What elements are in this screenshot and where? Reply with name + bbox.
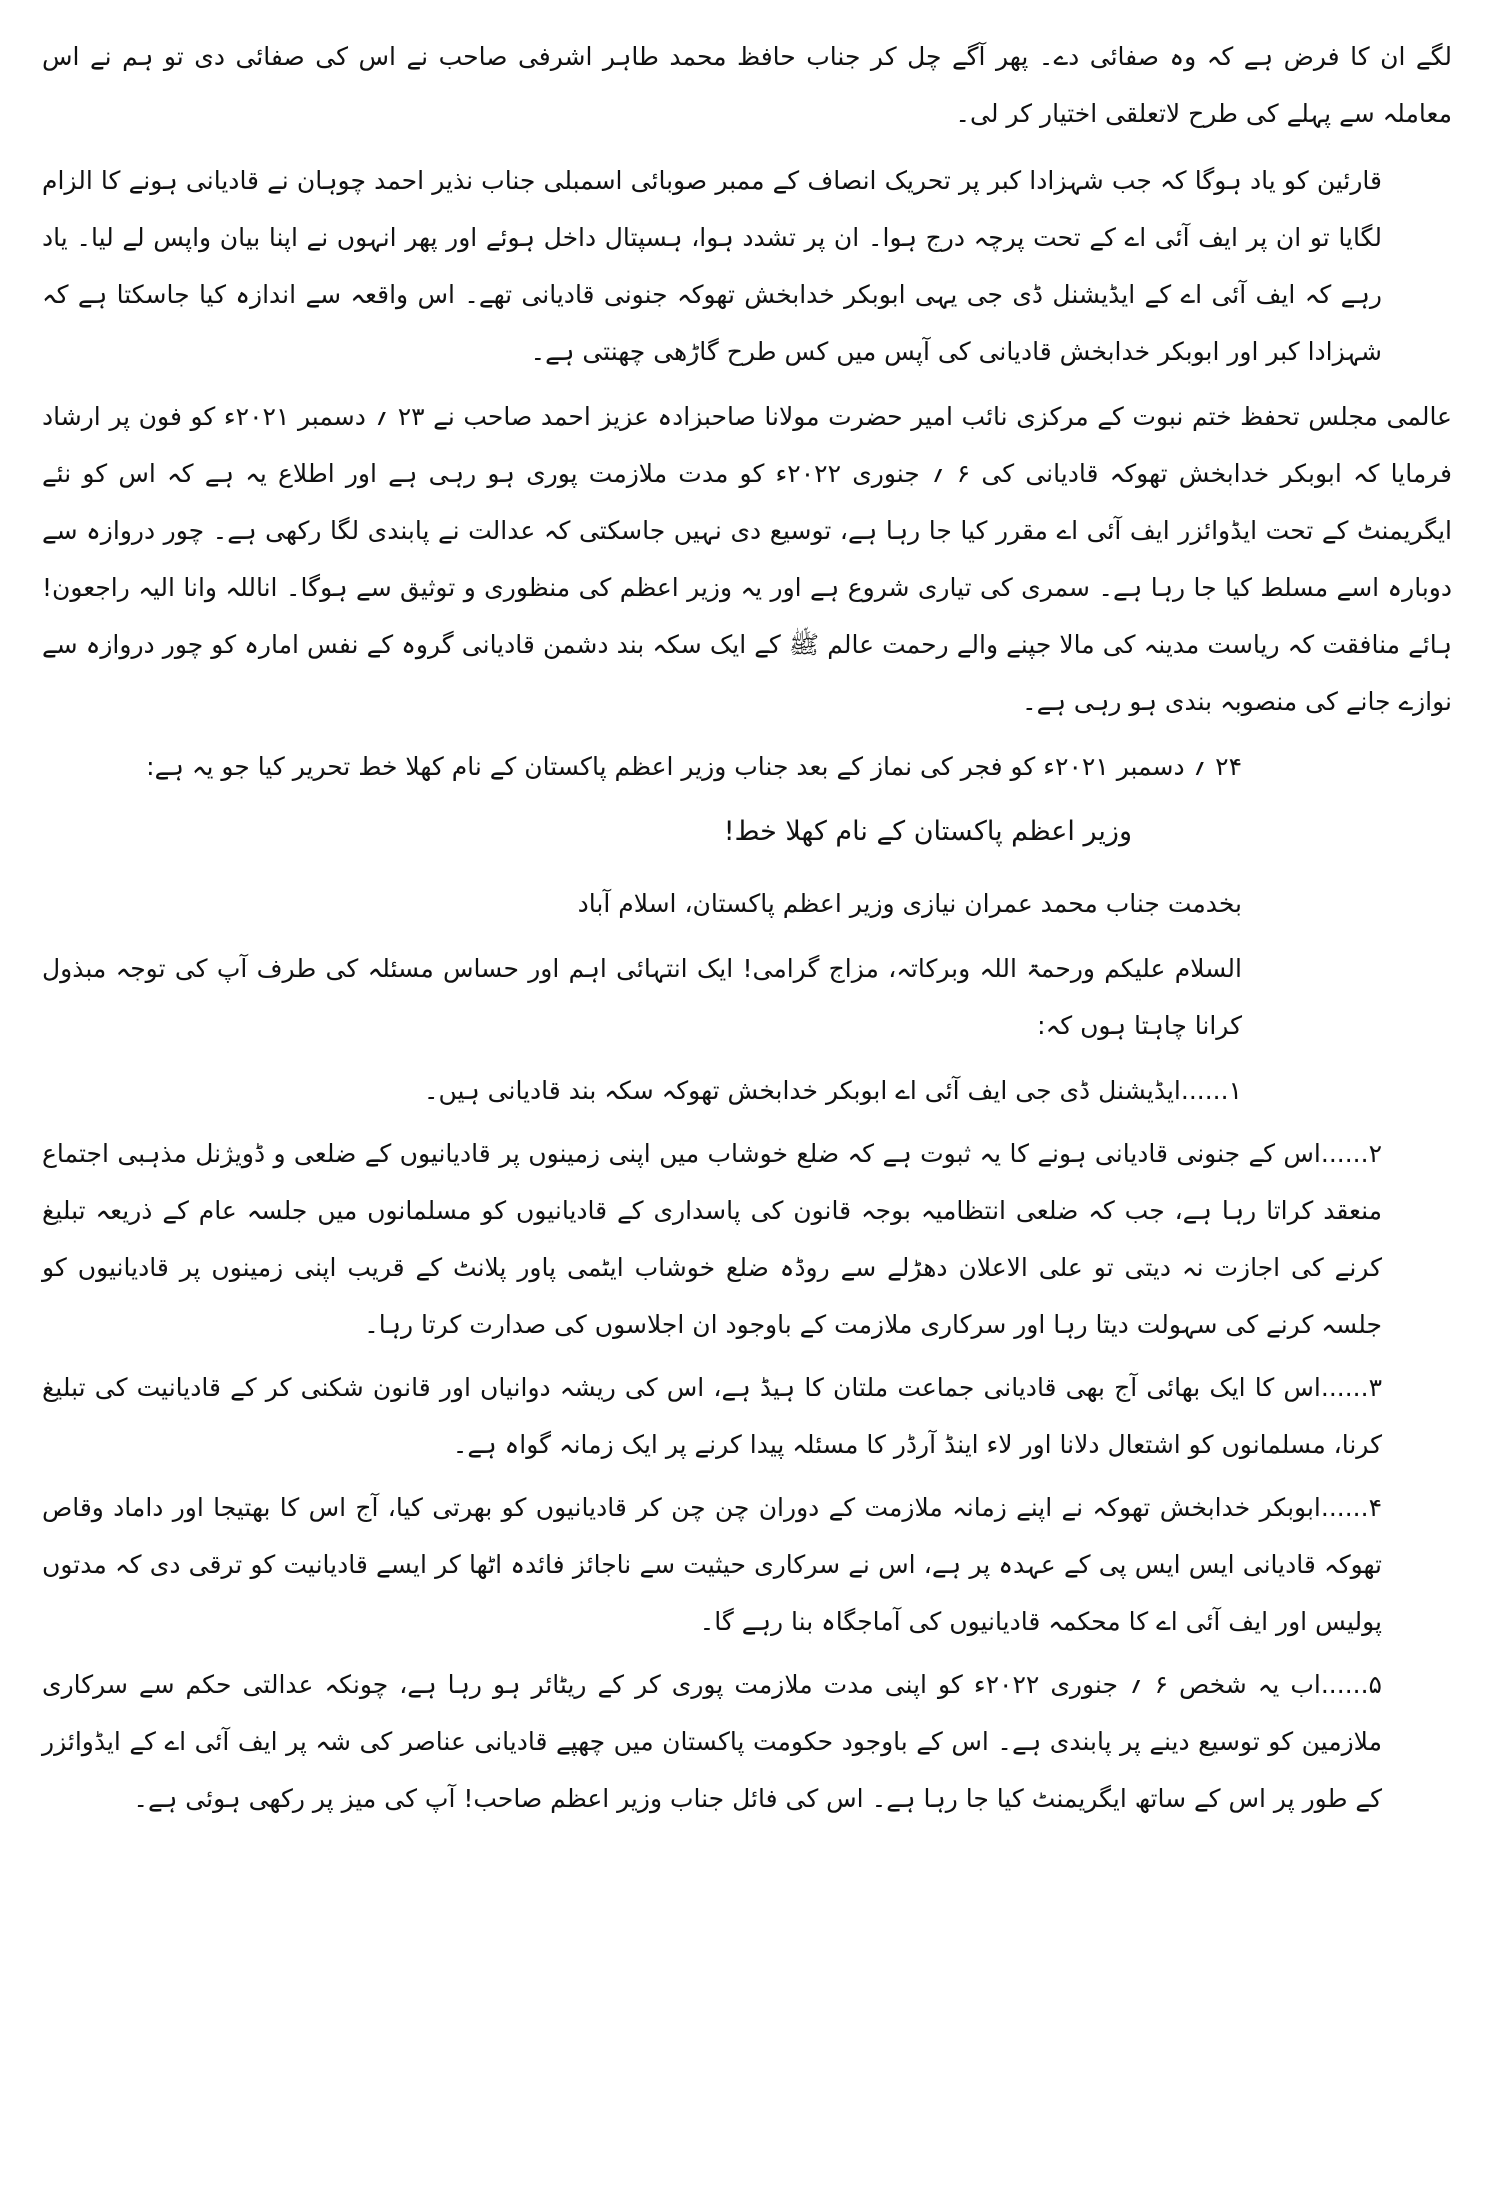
letter-point-3: ۳......اس کا ایک بھائی آج بھی قادیانی جماعت ملتان کا ہیڈ ہے، اس کی ریشہ دوانیاں اور قانون شکنی کر کے قادیانیت کی تبلیغ کرنا، مسلمانوں کو اشتعال دلانا اور لاء اینڈ آرڈر کا مسئلہ پیدا کرنے پر ایک زمانہ گواہ ہے۔	[42, 1373, 1382, 1459]
paragraph-maulana-call: عالمی مجلس تحفظ ختم نبوت کے مرکزی نائب امیر حضرت مولانا صاحبزادہ عزیز احمد صاحب نے ۲۳ ؍ دسمبر ۲۰۲۱ء کو فون پر ارشاد فرمایا کہ ابوبکر خدابخش تھوکہ قادیانی کی ۶ ؍ جنوری ۲۰۲۲ء کو مدت ملازمت پوری ہو رہی ہے اور اطلاع یہ ہے کہ اس کو نئے ایگریمنٹ کے تحت ایڈوائزر ایف آئی اے مقرر کیا جا رہا ہے، توسیع دی نہیں جاسکتی کہ عدالت نے پابندی لگا رکھی ہے۔ چور دروازہ سے دوبارہ اسے مسلط کیا جا رہا ہے۔ سمری کی تیاری شروع ہے اور یہ وزیر اعظم کی منظوری و توثیق سے ہوگا۔ اناللہ وانا الیہ راجعون! ہائے منافقت کہ ریاست مدینہ کی مالا جپنے والے رحمت عالم ﷺ کے ایک سکہ بند دشمن قادیانی گروہ کے نفس امارہ کو چور دروازہ سے نوازے جانے کی منصوبہ بندی ہو رہی ہے۔	[42, 402, 1453, 716]
paragraph-shahzad-akbar: قارئین کو یاد ہوگا کہ جب شہزادا کبر پر تحریک انصاف کے ممبر صوبائی اسمبلی جناب نذیر احمد چوہان نے قادیانی ہونے کا الزام لگایا تو ان پر ایف آئی اے کے تحت پرچہ درج ہوا۔ ان پر تشدد ہوا، ہسپتال داخل ہوئے اور پھر انہوں نے اپنا بیان واپس لے لیا۔ یاد رہے کہ ایف آئی اے کے ایڈیشنل ڈی جی یہی ابوبکر خدابخش تھوکہ جنونی قادیانی تھے۔ اس واقعہ سے اندازہ کیا جاسکتا ہے کہ شہزادا کبر اور ابوبکر خدابخش قادیانی کی آپس میں کس طرح گاڑھی چھنتی ہے۔	[42, 166, 1382, 366]
paragraph-open-letter-intro: ۲۴ ؍ دسمبر ۲۰۲۱ء کو فجر کی نماز کے بعد جناب وزیر اعظم پاکستان کے نام کھلا خط تحریر کیا جو یہ ہے:	[146, 752, 1242, 781]
letter-heading: وزیر اعظم پاکستان کے نام کھلا خط!	[723, 816, 1132, 847]
letter-point-1: ۱......ایڈیشنل ڈی جی ایف آئی اے ابوبکر خدابخش تھوکہ سکہ بند قادیانی ہیں۔	[423, 1076, 1242, 1105]
letter-point-5: ۵......اب یہ شخص ۶ ؍ جنوری ۲۰۲۲ء کو اپنی مدت ملازمت پوری کر کے ریٹائر ہو رہا ہے، چونکہ عدالتی حکم سے سرکاری ملازمین کو توسیع دینے پر پابندی ہے۔ اس کے باوجود حکومت پاکستان میں چھپے قادیانی عناصر کی شہ پر ایف آئی اے کے ایڈوائزر کے طور پر اس کے ساتھ ایگریمنٹ کیا جا رہا ہے۔ اس کی فائل جناب وزیر اعظم صاحب! آپ کی میز پر رکھی ہوئی ہے۔	[42, 1670, 1382, 1813]
letter-address: بخدمت جناب محمد عمران نیازی وزیر اعظم پاکستان، اسلام آباد	[577, 889, 1242, 918]
letter-greeting: السلام علیکم ورحمۃ اللہ وبرکاتہ، مزاج گرامی! ایک انتہائی اہم اور حساس مسئلہ کی طرف آپ کی توجہ مبذول کرانا چاہتا ہوں کہ:	[42, 954, 1242, 1040]
letter-point-4: ۴......ابوبکر خدابخش تھوکہ نے اپنے زمانہ ملازمت کے دوران چن چن کر قادیانیوں کو بھرتی کیا، آج اس کا بھتیجا اور داماد وقاص تھوکہ قادیانی ایس ایس پی کے عہدہ پر ہے، اس نے سرکاری حیثیت سے ناجائز فائدہ اٹھا کر ایسے قادیانیت کو ترقی دی کہ مدتوں پولیس اور ایف آئی اے کا محکمہ قادیانیوں کی آماجگاہ بنا رہے گا۔	[42, 1493, 1382, 1636]
letter-point-2: ۲......اس کے جنونی قادیانی ہونے کا یہ ثبوت ہے کہ ضلع خوشاب میں اپنی زمینوں پر قادیانیوں کے ضلعی و ڈویژنل مذہبی اجتماع منعقد کراتا رہا ہے، جب کہ ضلعی انتظامیہ بوجہ قانون کی پاسداری کے قادیانیوں کو مسلمانوں میں جلسہ عام کے ذریعہ تبلیغ کرنے کی اجازت نہ دیتی تو علی الاعلان دھڑلے سے روڈہ ضلع خوشاب ایٹمی پاور پلانٹ کے قریب اپنی زمینوں پر قادیانیوں کو جلسہ کرنے کی سہولت دیتا رہا اور سرکاری ملازمت کے باوجود ان اجلاسوں کی صدارت کرتا رہا۔	[42, 1139, 1382, 1339]
paragraph-intro-continuation: لگے ان کا فرض ہے کہ وہ صفائی دے۔ پھر آگے چل کر جناب حافظ محمد طاہر اشرفی صاحب نے اس کی صفائی دی تو ہم نے اس معاملہ سے پہلے کی طرح لاتعلقی اختیار کر لی۔	[42, 42, 1452, 128]
